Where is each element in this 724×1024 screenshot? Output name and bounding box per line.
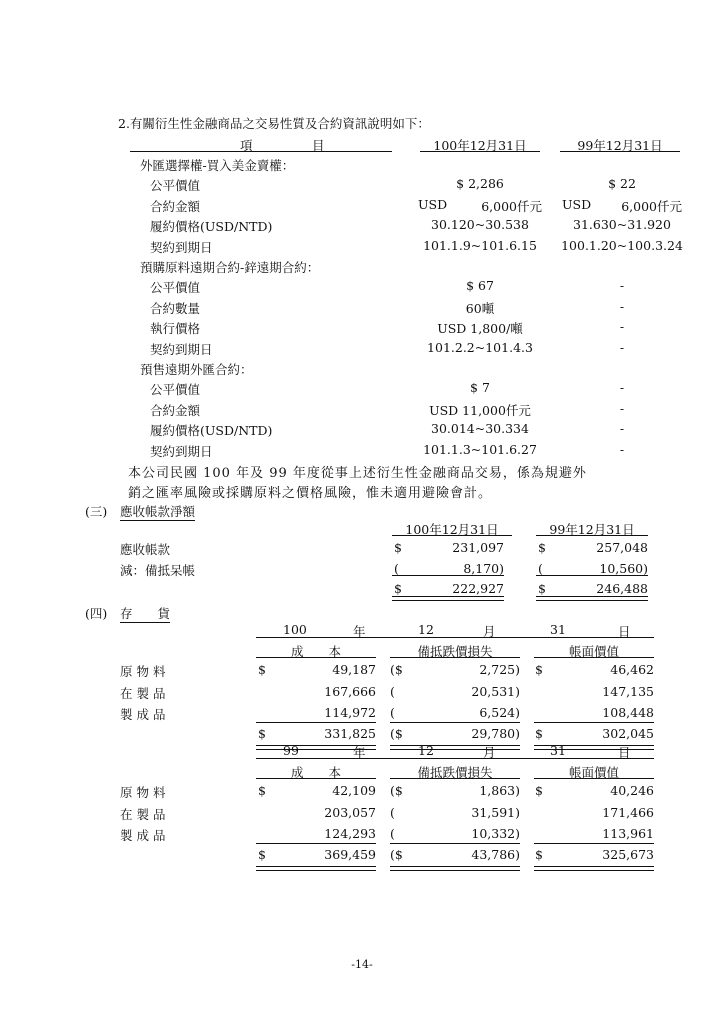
row-label: 合約金額 [150, 402, 201, 418]
sign-2011: $ [394, 540, 402, 555]
sign-2010: $ [538, 581, 546, 596]
s3-col-2011: 100年12月31日 [405, 522, 499, 537]
date-part: 年 [353, 745, 366, 760]
row-label: 合約金額 [150, 198, 201, 214]
book-value: 113,961 [602, 826, 654, 841]
sign-2010: $ [538, 540, 546, 555]
col-cost: 成 本 [290, 644, 341, 659]
cost-sign: $ [258, 783, 266, 798]
value-2010: - [619, 421, 625, 437]
book-sign: $ [535, 726, 543, 741]
inventory-row-label: 在 製 品 [120, 685, 166, 701]
inventory-row-label: 原 物 料 [120, 664, 166, 679]
value-2011-amount: 6,000仟元 [481, 198, 542, 214]
receivable-row-label: 減：備抵呆帳 [120, 563, 196, 578]
value-2011-currency: USD [418, 196, 448, 212]
date-part: 12 [418, 743, 434, 758]
cost-value: 42,109 [332, 783, 376, 798]
value-2010: 10,560) [599, 561, 648, 576]
date-part: 日 [618, 745, 631, 760]
inventory-row-label: 原 物 料 [120, 785, 166, 800]
row-label: 公平價值 [150, 382, 201, 398]
section2-title: 2.有關衍生性金融商品之交易性質及合約資訊說明如下： [118, 116, 430, 131]
value-2011: 60噸 [465, 300, 495, 316]
value-2010: - [619, 339, 625, 355]
value-2011: 101.1.3~101.6.27 [423, 441, 537, 457]
allow-value: 6,524) [479, 705, 520, 720]
cost-sign: $ [258, 726, 266, 741]
cost-value: 331,825 [324, 726, 376, 741]
allow-value: 10,332) [471, 826, 520, 841]
date-part: 99 [283, 743, 299, 758]
date-part: 年 [353, 624, 366, 639]
value-2010: 246,488 [596, 581, 648, 596]
cost-value: 49,187 [332, 662, 376, 677]
value-2011: USD 1,800/噸 [437, 321, 523, 337]
note-line-2: 銷之匯率風險或採購原料之價格風險，惟未適用避險會計。 [128, 486, 493, 501]
allow-value: 29,780) [471, 726, 520, 741]
row-label: 契約到期日 [150, 341, 213, 357]
book-value: 325,673 [602, 847, 654, 862]
section4-title: 存 貨 [120, 606, 171, 621]
row-label: 公平價值 [150, 280, 201, 296]
date-part: 31 [550, 743, 566, 758]
value-2011: 222,927 [452, 581, 504, 596]
value-2010-currency: USD [562, 196, 592, 212]
group-header: 預售遠期外匯合約： [140, 362, 253, 377]
value-2011: USD 11,000仟元 [429, 402, 531, 418]
value-2010: - [619, 441, 625, 457]
date-part: 100 [283, 622, 307, 637]
allow-value: 43,786) [471, 847, 520, 862]
col-2010-header: 99年12月31日 [577, 138, 663, 153]
allow-prefix: ( [390, 705, 395, 720]
allow-prefix: ($ [390, 726, 403, 741]
allow-prefix: ($ [390, 847, 403, 862]
value-2011: 8,170) [463, 561, 504, 576]
date-part: 31 [550, 622, 566, 637]
book-value: 108,448 [602, 705, 654, 720]
col-allowance: 備抵跌價損失 [417, 644, 493, 659]
group-header: 外匯選擇權-買入美金賣權： [140, 158, 295, 173]
col-item-b: 目 [312, 138, 325, 153]
section3-title: 應收帳款淨額 [120, 504, 196, 519]
book-sign: $ [535, 662, 543, 677]
date-part: 12 [418, 622, 434, 637]
row-label: 契約到期日 [150, 239, 213, 255]
allow-prefix: ( [390, 826, 395, 841]
cost-value: 167,666 [324, 683, 376, 699]
value-2011: 30.014~30.334 [431, 421, 529, 437]
sign-2010: ( [538, 561, 543, 576]
cost-value: 124,293 [324, 826, 376, 841]
value-2011: $ 2,286 [456, 176, 504, 192]
page-number: -14- [351, 958, 373, 971]
receivable-row-label: 應收帳款 [120, 542, 171, 557]
value-2010: - [619, 380, 625, 396]
value-2011: 30.120~30.538 [431, 217, 529, 233]
col-book-value: 帳面價值 [568, 644, 619, 659]
col-2011-header: 100年12月31日 [433, 138, 527, 153]
cost-value: 114,972 [324, 705, 376, 720]
inventory-row-label: 製 成 品 [120, 828, 166, 843]
value-2010: - [619, 319, 625, 335]
book-sign: $ [535, 783, 543, 798]
s3-col-2010: 99年12月31日 [549, 522, 635, 537]
value-2010: 100.1.20~100.3.24 [561, 237, 683, 253]
value-2010: 257,048 [596, 540, 648, 555]
date-part: 月 [483, 624, 496, 639]
value-2010-amount: 6,000仟元 [621, 198, 682, 214]
date-part: 月 [483, 745, 496, 760]
allow-prefix: ($ [390, 783, 403, 798]
value-2010: $ 22 [608, 176, 636, 192]
sign-2011: $ [394, 581, 402, 596]
cost-sign: $ [258, 847, 266, 862]
book-value: 46,462 [610, 662, 654, 677]
inventory-row-label: 在 製 品 [120, 806, 166, 822]
allow-value: 20,531) [471, 683, 520, 699]
col-allowance: 備抵跌價損失 [417, 765, 493, 780]
row-label: 契約到期日 [150, 443, 213, 459]
allow-prefix: ($ [390, 662, 403, 677]
cost-value: 369,459 [324, 847, 376, 862]
group-header: 預購原料遠期合約-鋅遠期合約： [140, 260, 320, 275]
row-label: 履約價格(USD/NTD) [150, 219, 273, 235]
book-value: 302,045 [602, 726, 654, 741]
value-2011: 101.2.2~101.4.3 [427, 339, 533, 355]
col-item-a: 項 [240, 138, 253, 153]
allow-value: 31,591) [471, 804, 520, 820]
col-book-value: 帳面價值 [568, 765, 619, 780]
allow-value: 2,725) [479, 662, 520, 677]
allow-value: 1,863) [479, 783, 520, 798]
value-2010: - [619, 400, 625, 416]
row-label: 合約數量 [150, 300, 201, 316]
cost-value: 203,057 [324, 804, 376, 820]
section3-number: (三) [85, 504, 108, 519]
book-sign: $ [535, 847, 543, 862]
section4-number: (四) [85, 606, 108, 621]
allow-prefix: ( [390, 804, 395, 820]
note-line-1: 本公司民國 100 年及 99 年度從事上述衍生性金融商品交易，係為規避外 [128, 466, 587, 481]
row-label: 執行價格 [150, 321, 201, 337]
row-label: 公平價值 [150, 178, 201, 194]
row-label: 履約價格(USD/NTD) [150, 423, 273, 439]
value-2010: - [619, 298, 625, 314]
inventory-row-label: 製 成 品 [120, 707, 166, 722]
value-2011: 101.1.9~101.6.15 [423, 237, 537, 253]
value-2010: - [619, 278, 625, 294]
col-cost: 成 本 [290, 765, 341, 780]
book-value: 40,246 [610, 783, 654, 798]
allow-prefix: ( [390, 683, 395, 699]
sign-2011: ( [394, 561, 399, 576]
value-2011: 231,097 [452, 540, 504, 555]
value-2011: $ 67 [466, 278, 494, 294]
value-2011: $ 7 [470, 380, 490, 396]
date-part: 日 [618, 624, 631, 639]
book-value: 147,135 [602, 683, 654, 699]
book-value: 171,466 [602, 804, 654, 820]
cost-sign: $ [258, 662, 266, 677]
value-2010: 31.630~31.920 [573, 217, 671, 233]
